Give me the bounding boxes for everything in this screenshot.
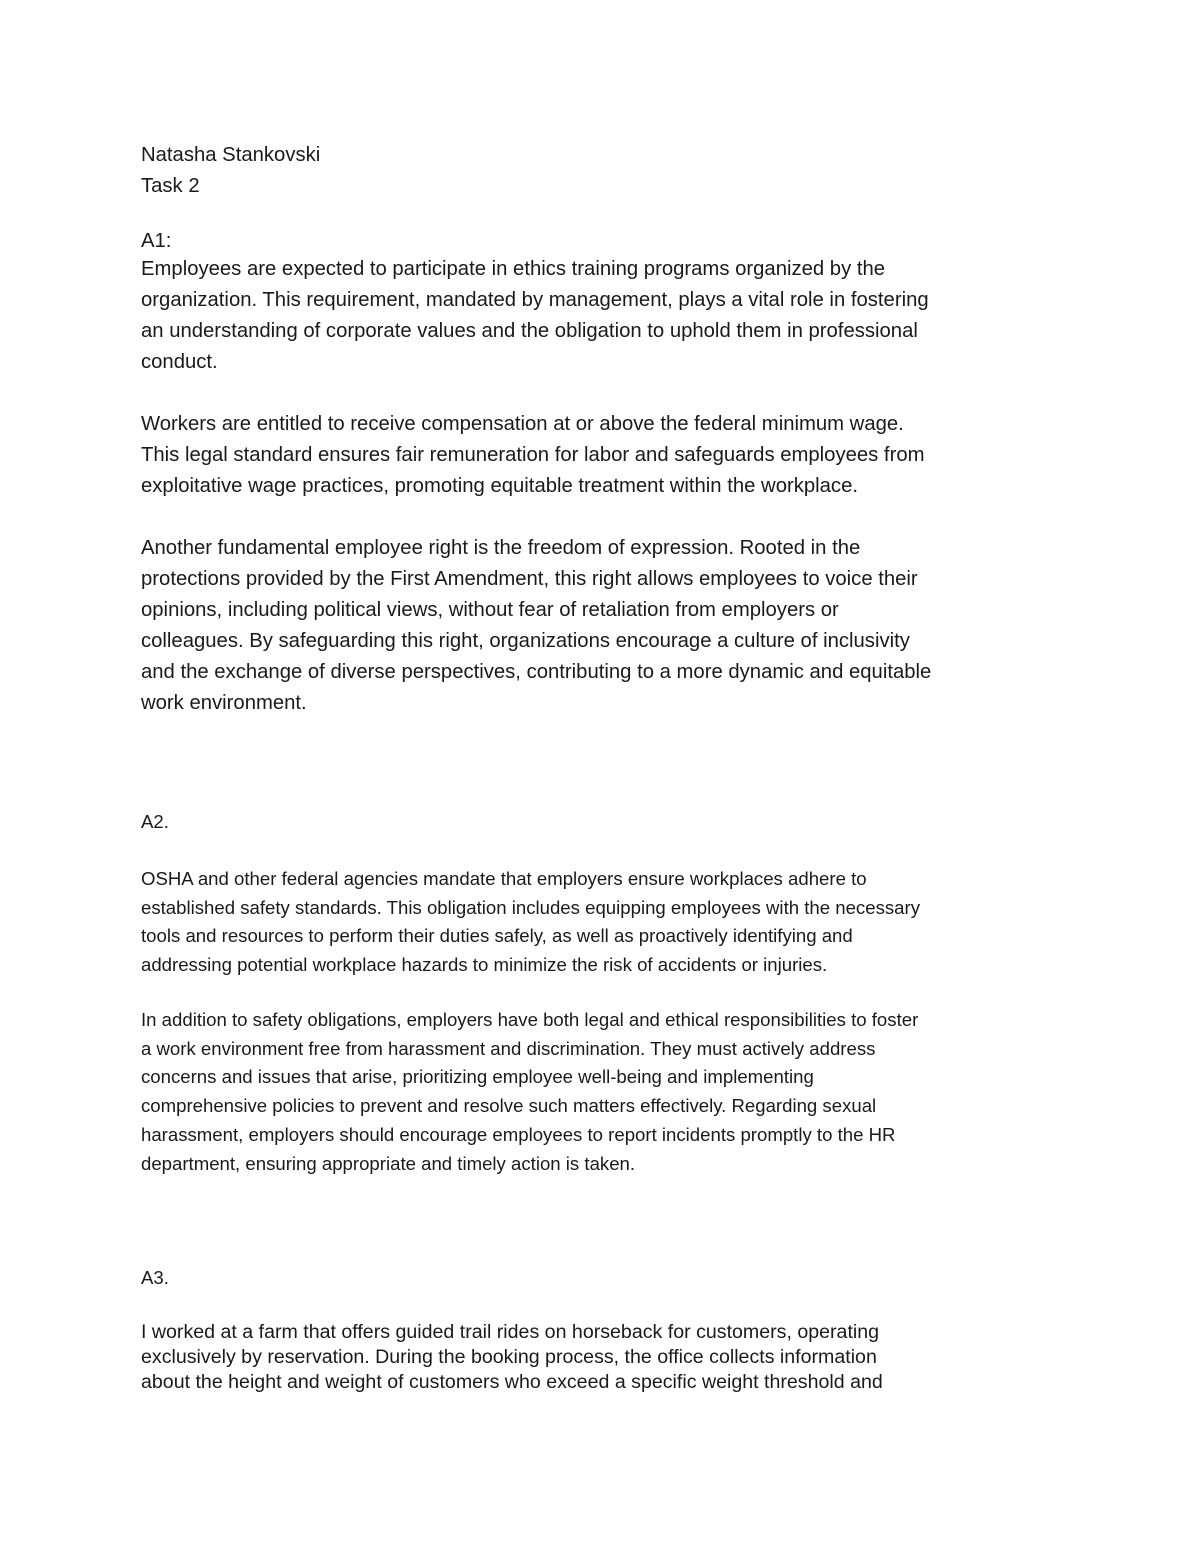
text-line: I worked at a farm that offers guided trail rides on horseback for customers, operating [141, 1321, 880, 1343]
text-line: In addition to safety obligations, employers have both legal and ethical responsibilities to foster [141, 1009, 919, 1030]
text-line: organization. This requirement, mandated by management, plays a vital role in fostering [141, 289, 929, 311]
text-line: department, ensuring appropriate and timely action is taken. [141, 1152, 636, 1174]
text-line: Workers are entitled to receive compensation at or above the federal minimum wage. [141, 413, 904, 435]
text-line: tools and resources to perform their duties safely, as well as proactively identifying and [141, 925, 853, 947]
section-a2-heading: A2. [141, 811, 169, 832]
text-line: and the exchange of diverse perspectives, contributing to a more dynamic and equitable [141, 661, 932, 683]
text-line: addressing potential workplace hazards to minimize the risk of accidents or injuries. [141, 954, 828, 976]
section-a1-paragraph-1 [141, 254, 929, 378]
text-line: This legal standard ensures fair remuneration for labor and safeguards employees from [141, 444, 925, 466]
text-line: colleagues. By safeguarding this right, organizations encourage a culture of inclusivity [141, 630, 910, 652]
text-line: Another fundamental employee right is the freedom of expression. Rooted in the [141, 537, 861, 559]
text-line: harassment, employers should encourage employees to report incidents promptly to the HR [141, 1123, 896, 1145]
section-a2-paragraph-1 [141, 865, 920, 980]
text-line: work environment. [141, 692, 307, 714]
text-line: about the height and weight of customers who exceed a specific weight threshold and [141, 1371, 883, 1393]
section-a1-paragraph-3 [141, 533, 931, 719]
text-line: an understanding of corporate values and the obligation to uphold them in professional [141, 320, 918, 342]
text-line: Employees are expected to participate in ethics training programs organized by the [141, 258, 886, 280]
text-line: exploitative wage practices, promoting equitable treatment within the workplace. [141, 475, 858, 497]
task-label: Task 2 [141, 175, 200, 197]
text-line: OSHA and other federal agencies mandate that employers ensure workplaces adhere to [141, 868, 867, 889]
text-line: established safety standards. This obligation includes equipping employees with the necessary [141, 896, 920, 918]
text-line: concerns and issues that arise, prioritizing employee well-being and implementing [141, 1066, 814, 1088]
text-line: conduct. [141, 351, 218, 373]
section-a1-heading: A1: [141, 230, 172, 252]
section-a3-paragraph-1 [141, 1320, 883, 1395]
section-a1-paragraph-2 [141, 409, 925, 502]
section-a3-heading: A3. [141, 1267, 169, 1288]
text-line: protections provided by the First Amendment, this right allows employees to voice their [141, 568, 918, 590]
section-a2-paragraph-2 [141, 1006, 918, 1178]
text-line: comprehensive policies to prevent and resolve such matters effectively. Regarding sexual [141, 1095, 877, 1117]
text-line: opinions, including political views, without fear of retaliation from employers or [141, 599, 839, 621]
text-line: a work environment free from harassment and discrimination. They must actively address [141, 1037, 876, 1059]
text-line: exclusively by reservation. During the booking process, the office collects information [141, 1346, 877, 1368]
author-name: Natasha Stankovski [141, 144, 321, 166]
